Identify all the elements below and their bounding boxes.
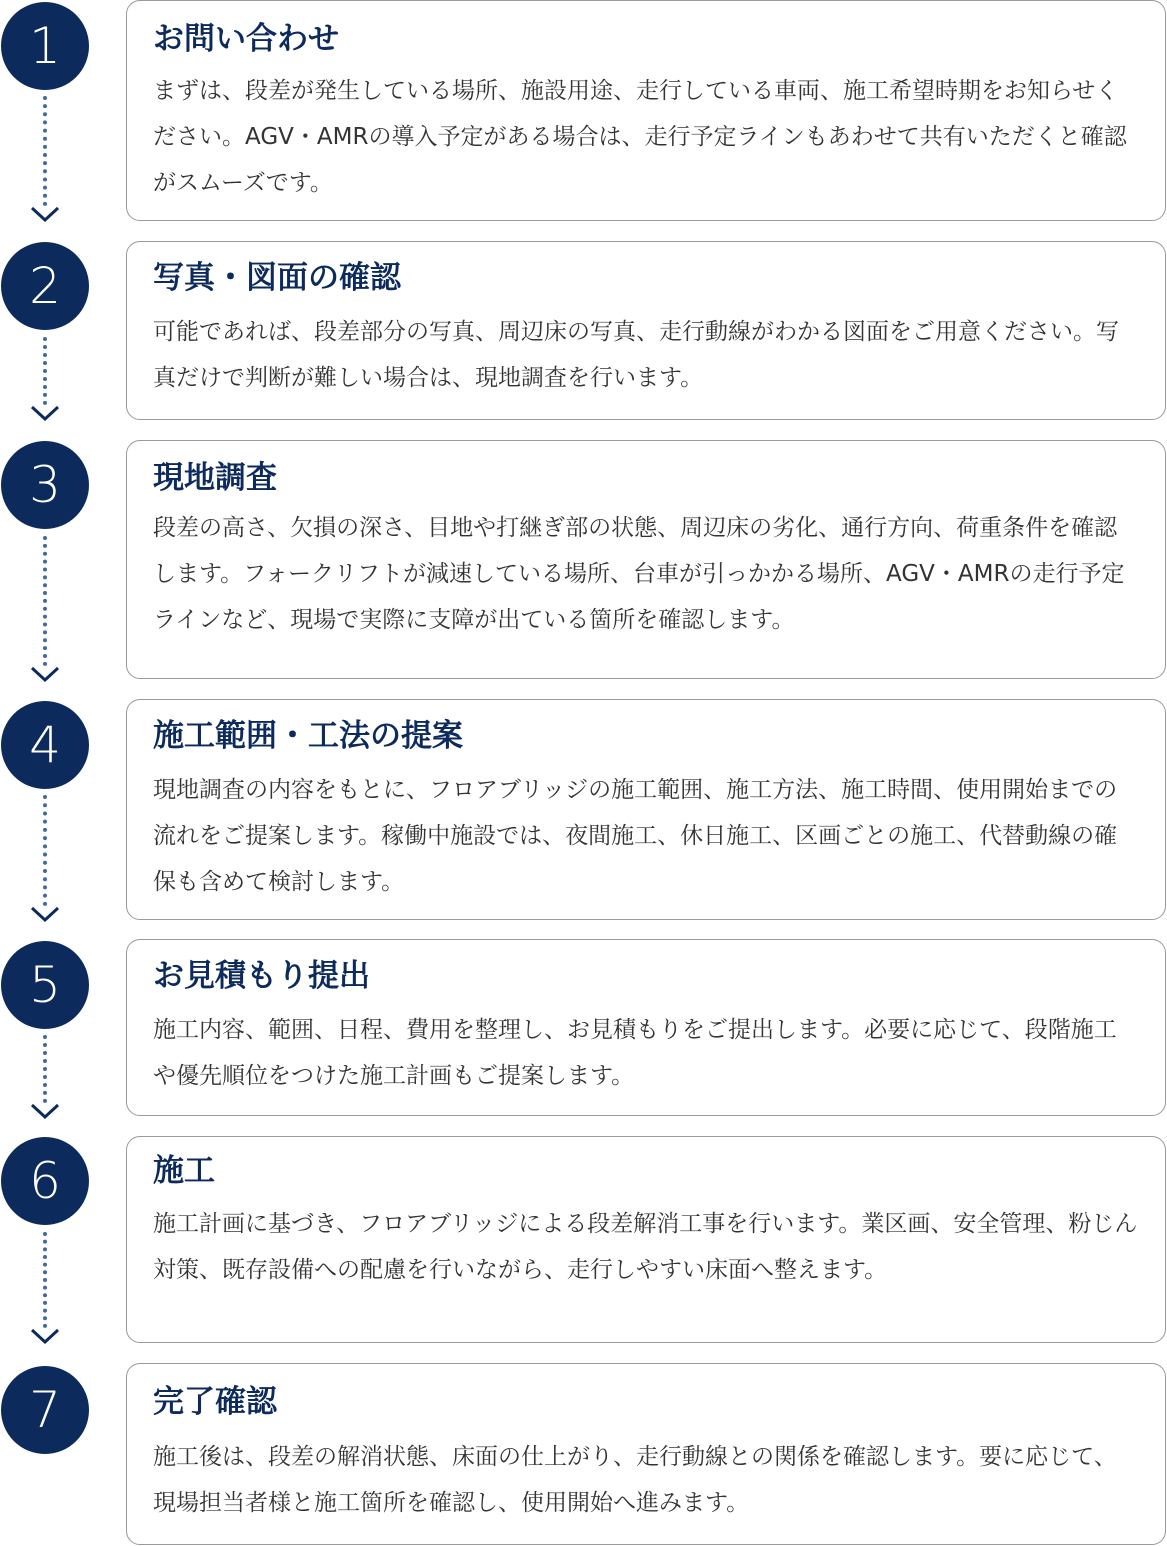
step-card <box>126 0 1166 221</box>
step-number-badge: 7 <box>1 1366 89 1454</box>
down-arrow-connector <box>30 1232 60 1344</box>
step-description: 可能であれば、段差部分の写真、周辺床の写真、走行動線がわかる図面をご用意ください。写真だけで判断が難しい場合は、現地調査を行います。 <box>153 319 1119 391</box>
step-description: 段差の高さ、欠損の深さ、目地や打継ぎ部の状態、周辺床の劣化、通行方向、荷重条件を確認します。フォークリフトが減速している場所、台車が引っかかる場所、AGV・AMRの走行予定ラインなど、現場で実際に支障が出ている箇所を確認します。 <box>153 515 1125 633</box>
step-card <box>126 699 1166 920</box>
chevron-down-icon <box>30 1103 60 1119</box>
step-description: 施工後は、段差の解消状態、床面の仕上がり、走行動線との関係を確認します。要に応じて、現場担当者様と施工箇所を確認し、使用開始へ進みます。 <box>153 1444 1117 1516</box>
step-number-badge: 2 <box>1 242 89 330</box>
chevron-down-icon <box>30 206 60 222</box>
chevron-down-icon <box>30 906 60 922</box>
down-arrow-connector <box>30 795 60 922</box>
step-number-badge: 3 <box>1 441 89 529</box>
step-number-badge: 1 <box>1 2 89 90</box>
step-description: 現地調査の内容をもとに、フロアブリッジの施工範囲、施工方法、施工時間、使用開始までの流れをご提案します。稼働中施設では、夜間施工、休日施工、区画ごとの施工、代替動線の確保も含めて検討します。 <box>153 777 1118 895</box>
step-number-badge: 5 <box>1 941 89 1029</box>
step-description: 施工計画に基づき、フロアブリッジによる段差解消工事を行います。業区画、安全管理、粉じん対策、既存設備への配慮を行いながら、走行しやすい床面へ整えます。 <box>153 1211 1138 1283</box>
step-number-badge: 4 <box>1 701 89 789</box>
step-title: 施工 <box>153 1153 215 1189</box>
chevron-down-icon <box>30 1328 60 1344</box>
down-arrow-connector <box>30 1035 60 1119</box>
step-title: 写真・図面の確認 <box>153 260 401 296</box>
down-arrow-connector <box>30 536 60 682</box>
down-arrow-connector <box>30 337 60 421</box>
step-card <box>126 241 1166 420</box>
step-number-badge: 6 <box>1 1137 89 1225</box>
step-card <box>126 1136 1166 1343</box>
step-description: 施工内容、範囲、日程、費用を整理し、お見積もりをご提出します。必要に応じて、段階施工や優先順位をつけた施工計画もご提案します。 <box>153 1017 1117 1089</box>
step-description: まずは、段差が発生している場所、施設用途、走行している車両、施工希望時期をお知らせください。AGV・AMRの導入予定がある場合は、走行予定ラインもあわせて共有いただくと確認がスムーズです。 <box>153 78 1127 196</box>
step-title: 完了確認 <box>153 1384 277 1420</box>
step-card <box>126 440 1166 679</box>
step-title: お問い合わせ <box>153 21 339 57</box>
step-title: お見積もり提出 <box>153 958 370 994</box>
down-arrow-connector <box>30 96 60 222</box>
step-card <box>126 939 1166 1116</box>
chevron-down-icon <box>30 666 60 682</box>
step-title: 現地調査 <box>153 460 277 496</box>
step-title: 施工範囲・工法の提案 <box>153 718 463 754</box>
step-card <box>126 1363 1166 1545</box>
chevron-down-icon <box>30 405 60 421</box>
